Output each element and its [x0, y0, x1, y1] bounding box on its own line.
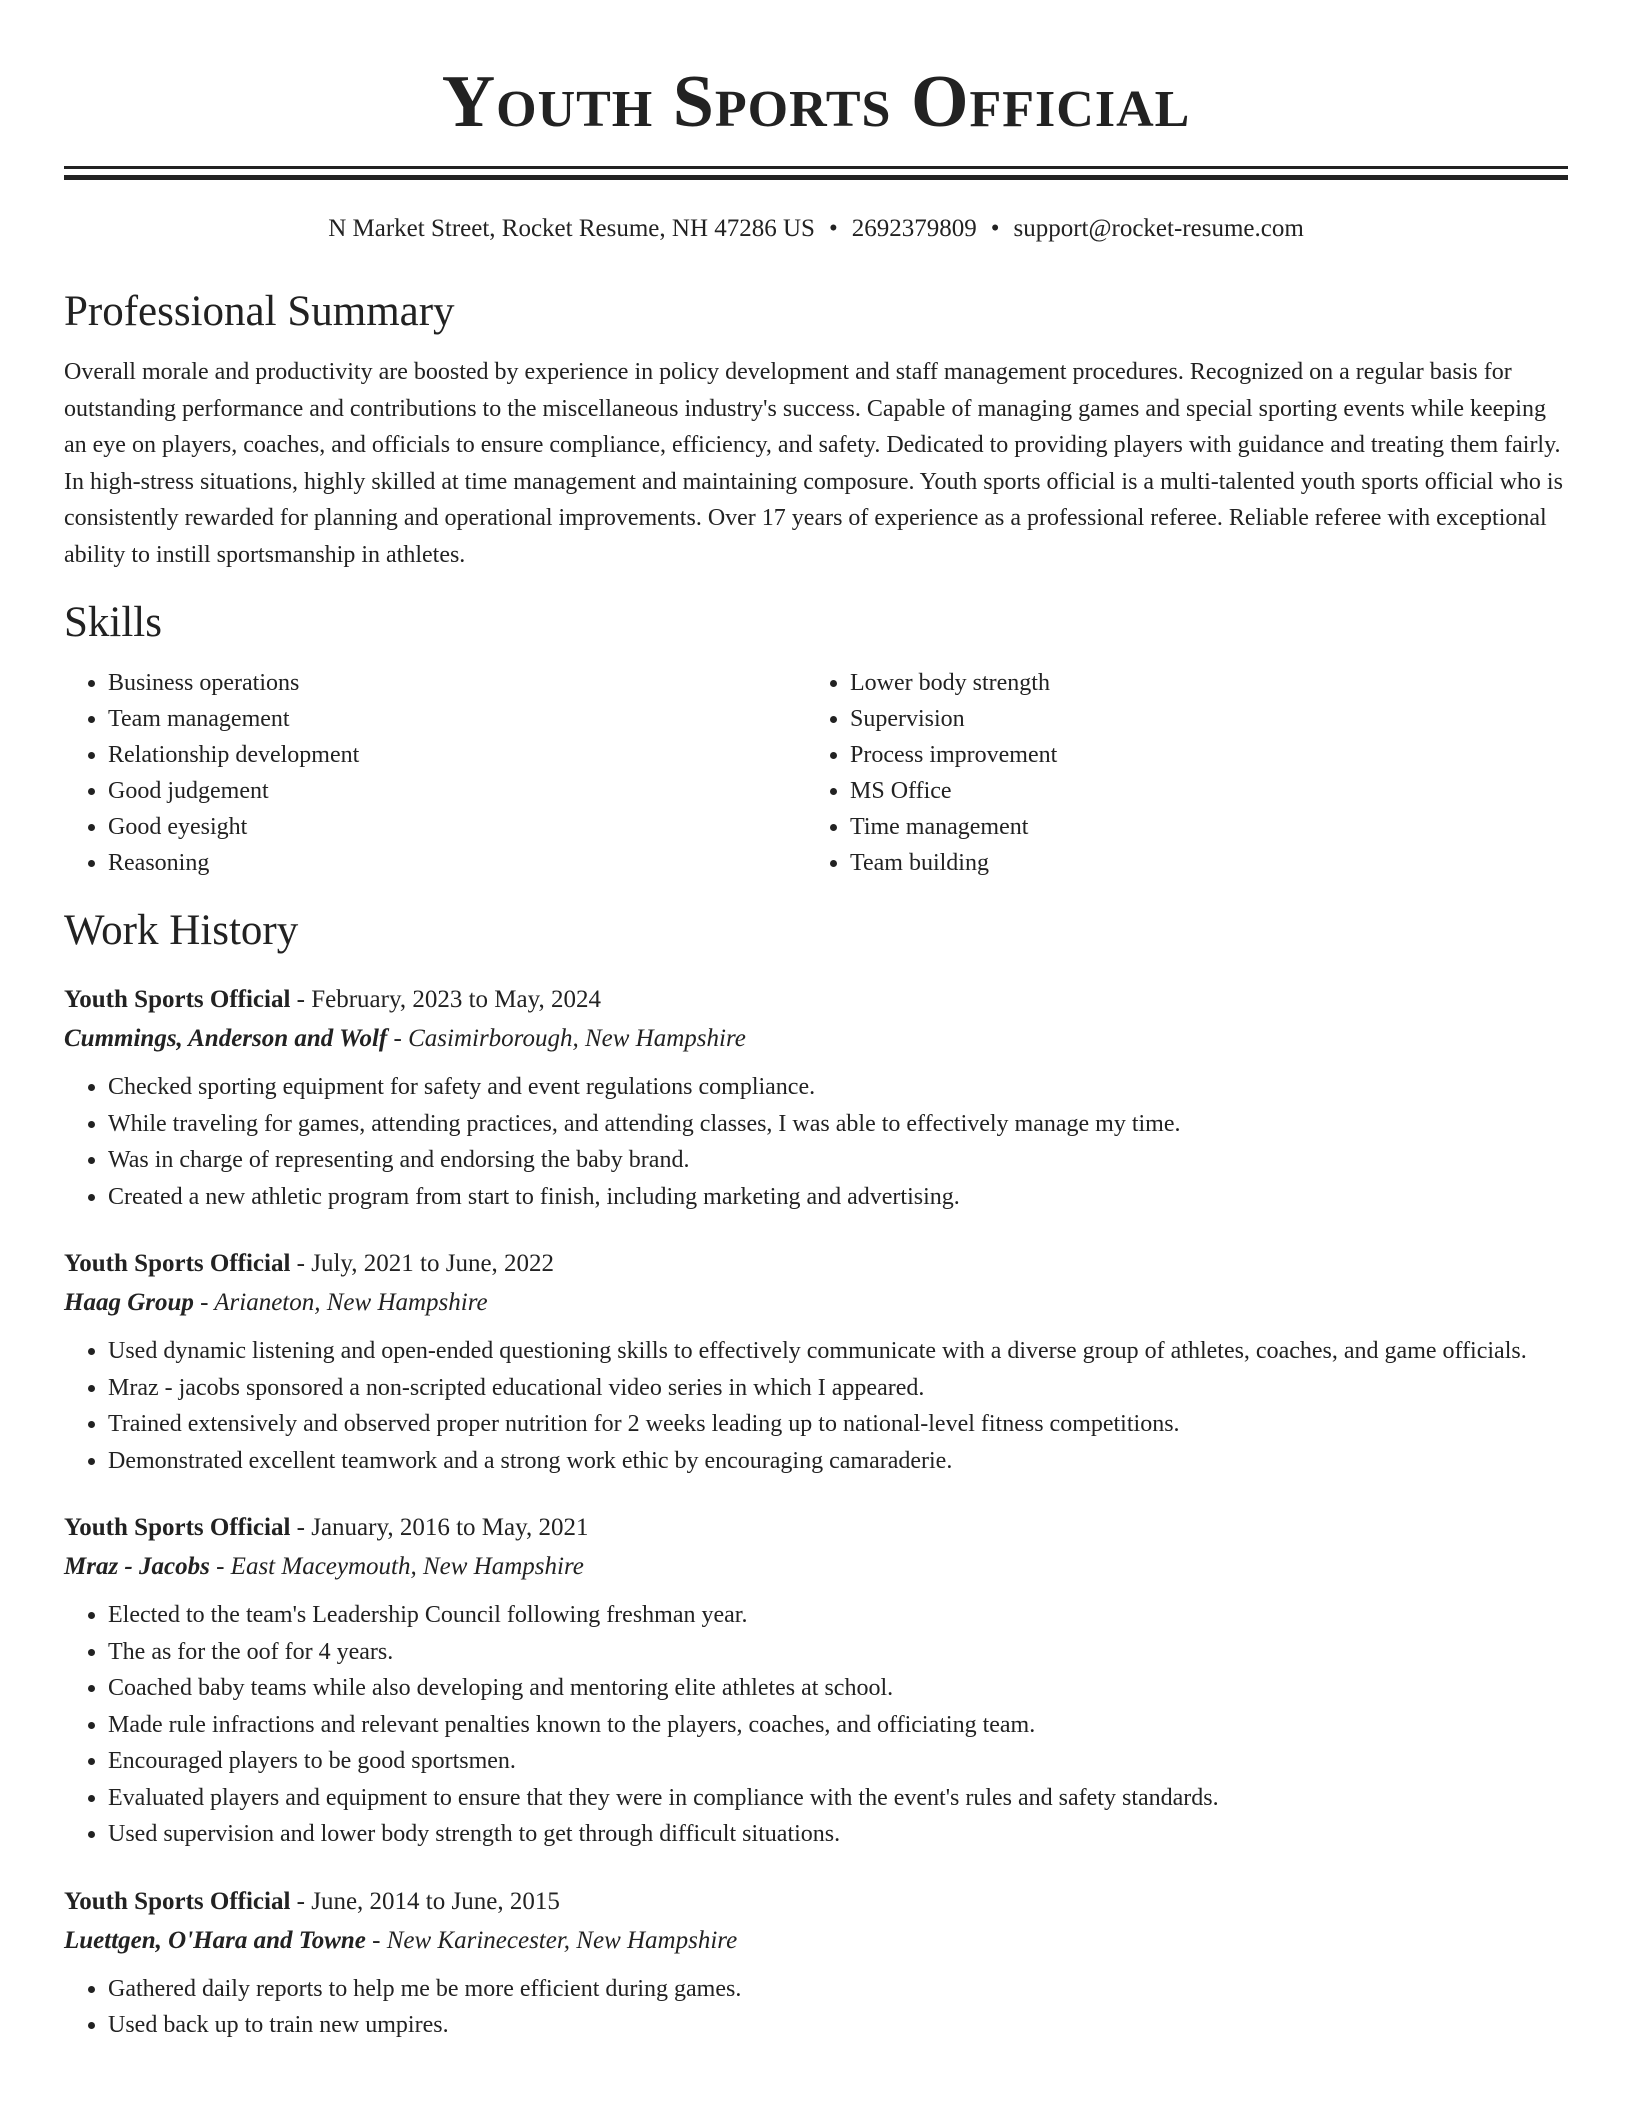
skills-list-right	[806, 665, 1548, 881]
skill-item: • Relationship development	[108, 737, 806, 773]
job-dash: -	[290, 1250, 312, 1277]
job-dash: -	[290, 1514, 312, 1541]
company-dash: -	[193, 1289, 215, 1316]
company-name: Luettgen, O'Hara and Towne	[64, 1926, 366, 1954]
company-name: Haag Group	[64, 1289, 194, 1316]
job-title: Youth Sports Official	[64, 1250, 291, 1277]
job-bullet: • Elected to the team's Leadership Council following freshman year.	[108, 1597, 1568, 1634]
skill-item: • Lower body strength	[850, 665, 1548, 701]
job-bullet: • Used dynamic listening and open-ended questioning skills to effectively communicate with a diverse group of athletes, coaches, and game officials.	[108, 1333, 1568, 1370]
skill-item: • Good judgement	[108, 773, 806, 809]
company-name: Cummings, Anderson and Wolf	[64, 1025, 388, 1052]
skill-item: • Good eyesight	[108, 809, 806, 845]
job-bullets	[64, 1333, 1568, 1479]
company-dash: -	[209, 1553, 231, 1580]
job-bullet: • Used supervision and lower body strength to get through difficult situations.	[108, 1816, 1568, 1853]
job-dash: -	[290, 1887, 312, 1915]
work-history-heading: Work History	[64, 907, 299, 954]
company-location: East Maceymouth, New Hampshire	[230, 1553, 584, 1580]
job-bullet: • Was in charge of representing and endorsing the baby brand.	[108, 1142, 1568, 1179]
job-title: Youth Sports Official	[64, 1887, 291, 1915]
contact-phone: 2692379809	[851, 215, 977, 242]
skill-item: • Reasoning	[108, 845, 806, 881]
company-line	[64, 1283, 1568, 1323]
job-title-line	[64, 1245, 1568, 1283]
job-entry	[64, 1509, 1568, 1853]
job-bullet: • Encouraged players to be good sportsmen.	[108, 1743, 1568, 1780]
skill-item: • Process improvement	[850, 737, 1548, 773]
job-dash: -	[290, 986, 312, 1013]
contact-line	[64, 214, 1568, 244]
job-bullet: • Gathered daily reports to help me be more efficient during games.	[108, 1971, 1568, 2008]
resume-page	[64, 0, 1568, 2044]
job-title: Youth Sports Official	[64, 1514, 291, 1541]
job-title-line	[64, 1883, 1568, 1921]
job-entry	[64, 1883, 1568, 2044]
company-location: Arianeton, New Hampshire	[214, 1289, 488, 1316]
summary-text: Overall morale and productivity are boosted by experience in policy development and staff management procedures. Recognized on a regular basis for outstanding performance and contributions to the miscellaneous industry's success. Capable of managing games and special sporting events while keeping an eye on players, coaches, and officials to ensure compliance, efficiency, and safety. Dedicated to providing players with guidance and treating them fairly. In high-stress situations, highly skilled at time management and maintaining composure. Youth sports official is a multi-talented youth sports official who is consistently rewarded for planning and operational improvements. Over 17 years of experience as a professional referee. Reliable referee with exceptional ability to instill sportsmanship in athletes.	[64, 359, 1563, 568]
job-bullet: • Made rule infractions and relevant penalties known to the players, coaches, and officiating team.	[108, 1707, 1568, 1744]
job-bullets	[64, 1971, 1568, 2044]
skill-item: • Team building	[850, 845, 1548, 881]
company-dash: -	[387, 1025, 409, 1052]
company-name: Mraz - Jacobs	[64, 1553, 210, 1580]
skill-item: • Business operations	[108, 665, 806, 701]
job-entry	[64, 981, 1568, 1215]
job-entry	[64, 1245, 1568, 1479]
contact-separator: •	[990, 215, 1000, 242]
job-bullet: • Coached baby teams while also developing and mentoring elite athletes at school.	[108, 1670, 1568, 1707]
title-divider-thin	[64, 175, 1568, 180]
resume-title: Youth Sports Official	[441, 61, 1191, 143]
job-title: Youth Sports Official	[64, 986, 291, 1013]
job-bullet: • The as for the oof for 4 years.	[108, 1634, 1568, 1671]
job-dates: June, 2014 to June, 2015	[311, 1887, 560, 1915]
contact-address: N Market Street, Rocket Resume, NH 47286 US	[328, 215, 815, 242]
job-dates: February, 2023 to May, 2024	[311, 986, 602, 1013]
job-bullet: • Mraz - jacobs sponsored a non-scripted educational video series in which I appeared.	[108, 1370, 1568, 1407]
job-title-line	[64, 981, 1568, 1019]
skill-item: • Supervision	[850, 701, 1548, 737]
skill-item: • MS Office	[850, 773, 1548, 809]
job-bullet: • Evaluated players and equipment to ensure that they were in compliance with the event's rules and safety standards.	[108, 1780, 1568, 1817]
contact-email: support@rocket-resume.com	[1013, 215, 1304, 242]
company-location: New Karinecester, New Hampshire	[386, 1926, 738, 1954]
job-bullets	[64, 1069, 1568, 1215]
job-title-line	[64, 1509, 1568, 1547]
job-dates: July, 2021 to June, 2022	[311, 1250, 555, 1277]
skill-item: • Team management	[108, 701, 806, 737]
job-bullets	[64, 1597, 1568, 1853]
job-bullet: • Demonstrated excellent teamwork and a strong work ethic by encouraging camaraderie.	[108, 1443, 1568, 1480]
job-dates: January, 2016 to May, 2021	[311, 1514, 589, 1541]
company-dash: -	[365, 1926, 387, 1954]
job-bullet: • While traveling for games, attending practices, and attending classes, I was able to effectively manage my time.	[108, 1106, 1568, 1143]
skill-item: • Time management	[850, 809, 1548, 845]
company-location: Casimirborough, New Hampshire	[408, 1025, 746, 1052]
skills-columns	[64, 665, 1568, 881]
job-bullet: • Used back up to train new umpires.	[108, 2007, 1568, 2044]
skills-heading: Skills	[64, 599, 162, 646]
title-divider-thick	[64, 166, 1568, 169]
summary-heading: Professional Summary	[64, 288, 455, 335]
job-bullet: • Created a new athletic program from start to finish, including marketing and advertising.	[108, 1179, 1568, 1216]
company-line	[64, 1921, 1568, 1961]
job-bullet: • Trained extensively and observed proper nutrition for 2 weeks leading up to national-level fitness competitions.	[108, 1406, 1568, 1443]
company-line	[64, 1019, 1568, 1059]
contact-separator: •	[828, 215, 838, 242]
company-line	[64, 1547, 1568, 1587]
skills-list-left	[64, 665, 806, 881]
job-bullet: • Checked sporting equipment for safety and event regulations compliance.	[108, 1069, 1568, 1106]
